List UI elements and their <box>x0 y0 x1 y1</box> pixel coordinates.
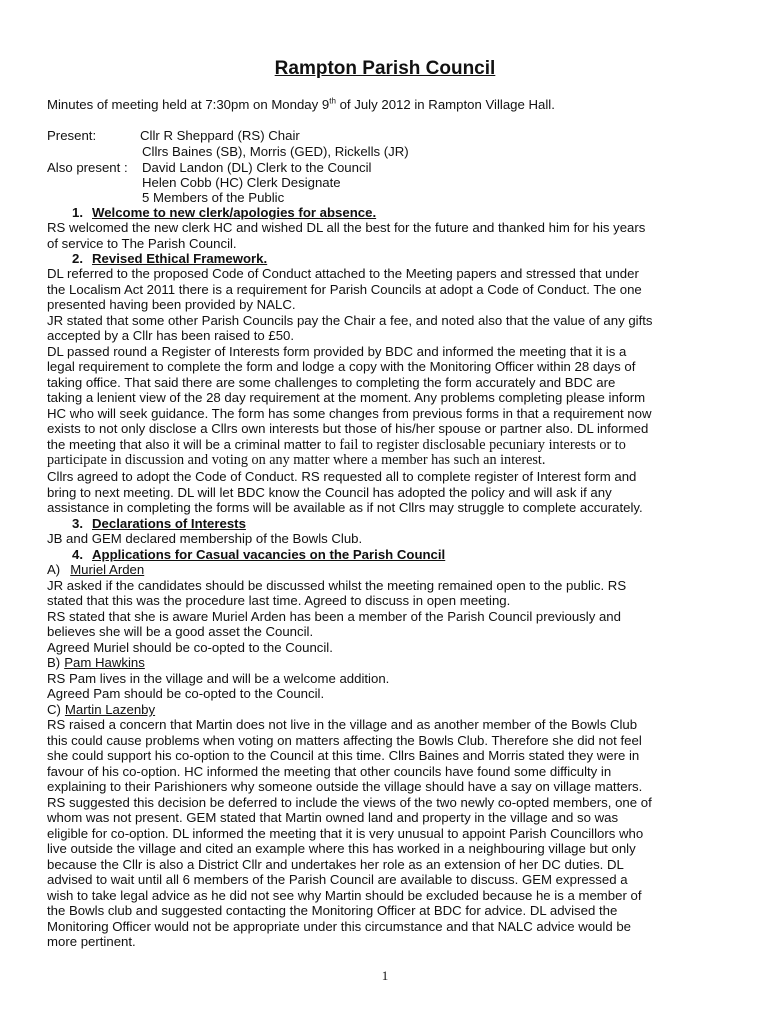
paragraph-line: presented having been provided by NALC. <box>47 297 296 312</box>
paragraph-line: exists to not only disclose a Cllrs own interests but those of his/her spouse or partner also. DL informed <box>47 421 649 436</box>
paragraph-line: DL passed round a Register of Interests form provided by BDC and informed the meeting that it is a <box>47 344 627 359</box>
also-present-row <box>47 160 737 176</box>
also-present-clerk: David Landon (DL) Clerk to the Council <box>142 160 372 175</box>
section-3-heading: 3. Declarations of Interests <box>72 516 246 531</box>
paragraph-line: she could support his co-option to the Council at this time. Cllrs Baines and Morris stated they were in <box>47 748 640 763</box>
paragraph-line: explaining to their Parishioners why someone outside the village should have a say on village matters. <box>47 779 643 794</box>
candidate-c-heading: C) Martin Lazenby <box>47 702 156 717</box>
paragraph-line: accepted by a Cllr has been raised to £50. <box>47 328 295 343</box>
paragraph-line: bring to next meeting. DL will let BDC know the Council has adopted the policy and will ask if any <box>47 485 612 500</box>
paragraph-line: RS suggested this decision be deferred to include the views of the two newly co-opted members, one of <box>47 795 652 810</box>
paragraph-line: wish to take legal advice as he did not see why Martin should be excluded because he is a member of <box>47 888 642 903</box>
paragraph-line: the Localism Act 2011 there is a requirement for Parish Councils at adopt a Code of Conduct. The one <box>47 282 642 297</box>
paragraph-line: HC who will seek guidance. The form has some changes from previous forms in that a requirement now <box>47 406 652 421</box>
paragraph-line: JR stated that some other Parish Councils pay the Chair a fee, and noted also that the value of any gifts <box>47 313 653 328</box>
paragraph-line: this could cause problems when voting on matters affecting the Bowls Club. Therefore she did not feel <box>47 733 642 748</box>
paragraph-line: Cllrs agreed to adopt the Code of Conduct. RS requested all to complete register of Interest form and <box>47 469 637 484</box>
paragraph-line: assistance in completing the forms will be available as if not Cllrs may struggle to complete accurately. <box>47 500 643 515</box>
candidate-a-heading: A) Muriel Arden <box>47 562 145 577</box>
paragraph-line: RS raised a concern that Martin does not live in the village and as another member of the Bowls Club <box>47 717 638 732</box>
also-present-designate: Helen Cobb (HC) Clerk Designate <box>142 175 341 190</box>
paragraph-line: the Bowls club and suggested contacting the Monitoring Officer at BDC for advice. DL advised the <box>47 903 618 918</box>
also-present-label: Also present : <box>47 160 128 175</box>
present-cllrs: Cllrs Baines (SB), Morris (GED), Rickells (JR) <box>142 144 409 159</box>
paragraph-line: JR asked if the candidates should be discussed whilst the meeting remained open to the public. RS <box>47 578 627 593</box>
paragraph-line: more pertinent. <box>47 934 136 949</box>
paragraph-line: participate in discussion and voting on any matter where a member has such an interest. <box>47 452 546 468</box>
also-present-public: 5 Members of the Public <box>142 190 285 205</box>
meeting-intro: Minutes of meeting held at 7:30pm on Monday 9th of July 2012 in Rampton Village Hall. <box>47 96 555 112</box>
paragraph-line: RS welcomed the new clerk HC and wished DL all the best for the future and thanked him for his years <box>47 220 646 235</box>
paragraph-line: eligible for co-option. DL informed the meeting that it is very unusual to appoint Parish Councillors who <box>47 826 644 841</box>
paragraph-line: RS stated that she is aware Muriel Arden has been a member of the Parish Council previously and <box>47 609 621 624</box>
paragraph-line: legal requirement to complete the form and lodge a copy with the Monitoring Officer within 28 days of <box>47 359 636 374</box>
paragraph-line: favour of his co-option. HC informed the meeting that other councils have found some difficulty in <box>47 764 612 779</box>
document-title: Rampton Parish Council <box>274 58 496 79</box>
paragraph-line: the meeting that also it will be a criminal matter to fail to register disclosable pecuniary interests or to <box>47 437 626 453</box>
paragraph-line: taking a lenient view of the 28 day requirement at the moment. Any problems completing please inform <box>47 390 646 405</box>
paragraph-line: live outside the village and cited an example where this has worked in a neighbouring village but only <box>47 841 636 856</box>
paragraph-line: DL referred to the proposed Code of Conduct attached to the Meeting papers and stressed that under <box>47 266 639 281</box>
section-1-heading: 1. Welcome to new clerk/apologies for absence. <box>72 205 377 220</box>
paragraph-line: Agreed Pam should be co-opted to the Council. <box>47 686 325 701</box>
paragraph-line: whom was not present. GEM stated that Martin owned land and property in the village and so was <box>47 810 619 825</box>
paragraph-line: JB and GEM declared membership of the Bowls Club. <box>47 531 363 546</box>
paragraph-line: stated that this was the procedure last time. Agreed to discuss in open meeting. <box>47 593 511 608</box>
paragraph-line: taking office. That said there are some challenges to completing the form accurately and BDC are <box>47 375 616 390</box>
candidate-b-heading: B) Pam Hawkins <box>47 655 145 670</box>
paragraph-line: Monitoring Officer would not be appropriate under this circumstance and that NALC advice would be <box>47 919 631 934</box>
paragraph-line: advised to wait until all 6 members of the Parish Council are available to discuss. GEM expressed a <box>47 872 628 887</box>
section-2-heading: 2. Revised Ethical Framework. <box>72 251 268 266</box>
present-label: Present: <box>47 128 97 143</box>
paragraph-line: of service to The Parish Council. <box>47 236 237 251</box>
present-chair: Cllr R Sheppard (RS) Chair <box>140 128 300 143</box>
present-row <box>47 128 737 144</box>
page-number: 1 <box>381 968 389 983</box>
section-4-heading: 4. Applications for Casual vacancies on the Parish Council <box>72 547 446 562</box>
paragraph-line: believes she will be a good asset the Council. <box>47 624 314 639</box>
paragraph-line: because the Cllr is also a District Cllr and undertakes her role as an extension of her DC duties. DL <box>47 857 624 872</box>
paragraph-line: RS Pam lives in the village and will be a welcome addition. <box>47 671 390 686</box>
paragraph-line: Agreed Muriel should be co-opted to the Council. <box>47 640 333 655</box>
